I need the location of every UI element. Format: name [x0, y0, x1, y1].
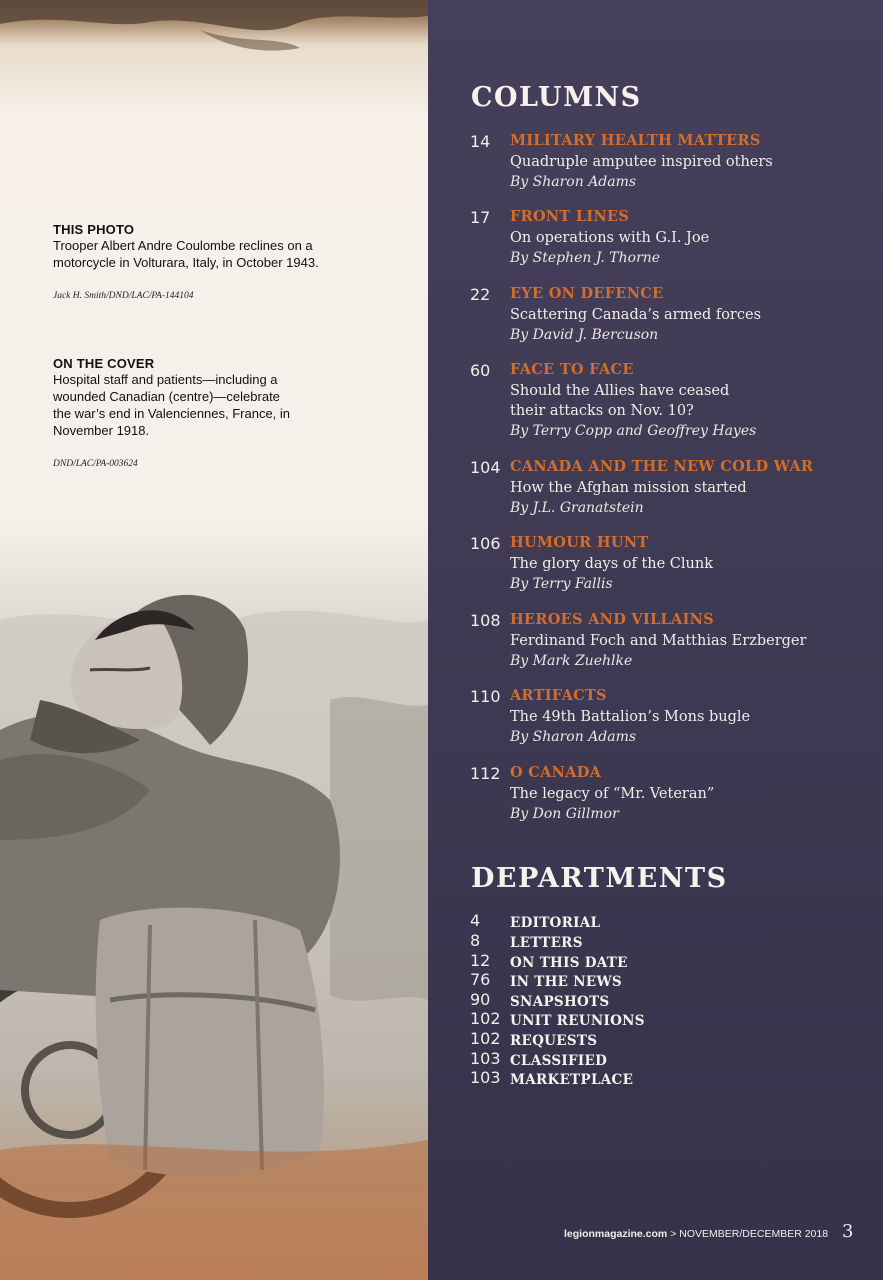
- column-description: How the Afghan mission started: [510, 480, 747, 496]
- department-label: EDITORIAL: [510, 915, 601, 931]
- department-label: UNIT REUNIONS: [510, 1013, 645, 1029]
- column-author: By Stephen J. Thorne: [510, 250, 661, 266]
- column-heading: FACE TO FACE: [510, 361, 634, 378]
- page-number: 14: [470, 132, 491, 151]
- footer-separator: >: [670, 1228, 677, 1240]
- department-entry[interactable]: [428, 911, 883, 931]
- page-folio: 3: [842, 1221, 854, 1242]
- department-label: CLASSIFIED: [510, 1053, 608, 1069]
- department-label: SNAPSHOTS: [510, 994, 610, 1010]
- column-author: By David J. Bercuson: [510, 327, 659, 343]
- column-description: Ferdinand Foch and Matthias Erzberger: [510, 633, 807, 649]
- department-entry[interactable]: [428, 1068, 883, 1088]
- site-link[interactable]: legionmagazine.com: [564, 1228, 668, 1240]
- page-number: 106: [470, 534, 501, 553]
- column-heading: ARTIFACTS: [510, 687, 607, 704]
- column-author: By Sharon Adams: [510, 174, 637, 190]
- issue-date: NOVEMBER/DECEMBER 2018: [679, 1228, 829, 1240]
- page-number: 60: [470, 361, 491, 380]
- column-description: The glory days of the Clunk: [510, 556, 714, 572]
- department-entry[interactable]: [428, 970, 883, 990]
- column-heading: MILITARY HEALTH MATTERS: [510, 132, 761, 149]
- column-description: Should the Allies have ceased their attacks on Nov. 10?: [510, 383, 730, 419]
- photo-credit: Jack H. Smith/DND/LAC/PA-144104: [53, 291, 194, 301]
- department-entry[interactable]: [428, 931, 883, 951]
- page-number: 102: [470, 1029, 501, 1048]
- page-number: 22: [470, 285, 491, 304]
- column-author: By Terry Fallis: [510, 576, 613, 592]
- page-number: 112: [470, 764, 501, 783]
- column-heading: O CANADA: [510, 764, 602, 781]
- department-entry[interactable]: [428, 951, 883, 971]
- department-label: MARKETPLACE: [510, 1072, 634, 1088]
- department-label: LETTERS: [510, 935, 583, 951]
- page-number: 110: [470, 687, 501, 706]
- footer: [564, 1228, 828, 1240]
- page-number: 103: [470, 1049, 501, 1068]
- this-photo-caption: [53, 222, 343, 301]
- column-author: By Mark Zuehlke: [510, 653, 633, 669]
- department-label: REQUESTS: [510, 1033, 598, 1049]
- department-entry[interactable]: [428, 1009, 883, 1029]
- column-heading: CANADA AND THE NEW COLD WAR: [510, 458, 814, 475]
- department-label: ON THIS DATE: [510, 955, 628, 971]
- contents-panel: [428, 0, 883, 1280]
- departments-heading: DEPARTMENTS: [471, 863, 728, 894]
- columns-heading: COLUMNS: [471, 82, 642, 113]
- column-description: On operations with G.I. Joe: [510, 230, 710, 246]
- page-number: 102: [470, 1009, 501, 1028]
- column-heading: HEROES AND VILLAINS: [510, 611, 715, 628]
- column-author: By Sharon Adams: [510, 729, 637, 745]
- column-heading: EYE ON DEFENCE: [510, 285, 664, 302]
- column-heading: HUMOUR HUNT: [510, 534, 649, 551]
- page-number: 76: [470, 970, 491, 989]
- caption-title: THIS PHOTO: [53, 222, 135, 237]
- column-author: By J.L. Granatstein: [510, 500, 644, 516]
- page-number: 103: [470, 1068, 501, 1087]
- department-entry[interactable]: [428, 1029, 883, 1049]
- photo-credit: DND/LAC/PA-003624: [53, 459, 138, 469]
- page-number: 90: [470, 990, 491, 1009]
- page-number: 12: [470, 951, 491, 970]
- caption-title: ON THE COVER: [53, 356, 155, 371]
- page-number: 104: [470, 458, 501, 477]
- column-author: By Don Gillmor: [510, 806, 619, 822]
- column-description: The legacy of “Mr. Veteran”: [510, 786, 715, 802]
- caption-body: Trooper Albert Andre Coulombe reclines on a motorcycle in Volturara, Italy, in October 1943.: [53, 238, 319, 270]
- department-label: IN THE NEWS: [510, 974, 622, 990]
- page-number: 17: [470, 208, 491, 227]
- column-description: Scattering Canada’s armed forces: [510, 307, 762, 323]
- photo-panel: [0, 0, 428, 1280]
- on-the-cover-caption: [53, 356, 293, 469]
- column-author: By Terry Copp and Geoffrey Hayes: [510, 423, 757, 439]
- page-number: 8: [470, 931, 481, 950]
- page-number: 4: [470, 911, 481, 930]
- column-description: Quadruple amputee inspired others: [510, 154, 773, 170]
- page-number: 108: [470, 611, 501, 630]
- department-entry[interactable]: [428, 990, 883, 1010]
- department-entry[interactable]: [428, 1049, 883, 1069]
- soldier-motorcycle-photo: [0, 0, 428, 1280]
- column-description: The 49th Battalion’s Mons bugle: [510, 709, 751, 725]
- column-heading: FRONT LINES: [510, 208, 630, 225]
- caption-body: Hospital staff and patients—including a wounded Canadian (centre)—celebrate the war’s end in Valenciennes, France, in November 1918.: [53, 372, 291, 438]
